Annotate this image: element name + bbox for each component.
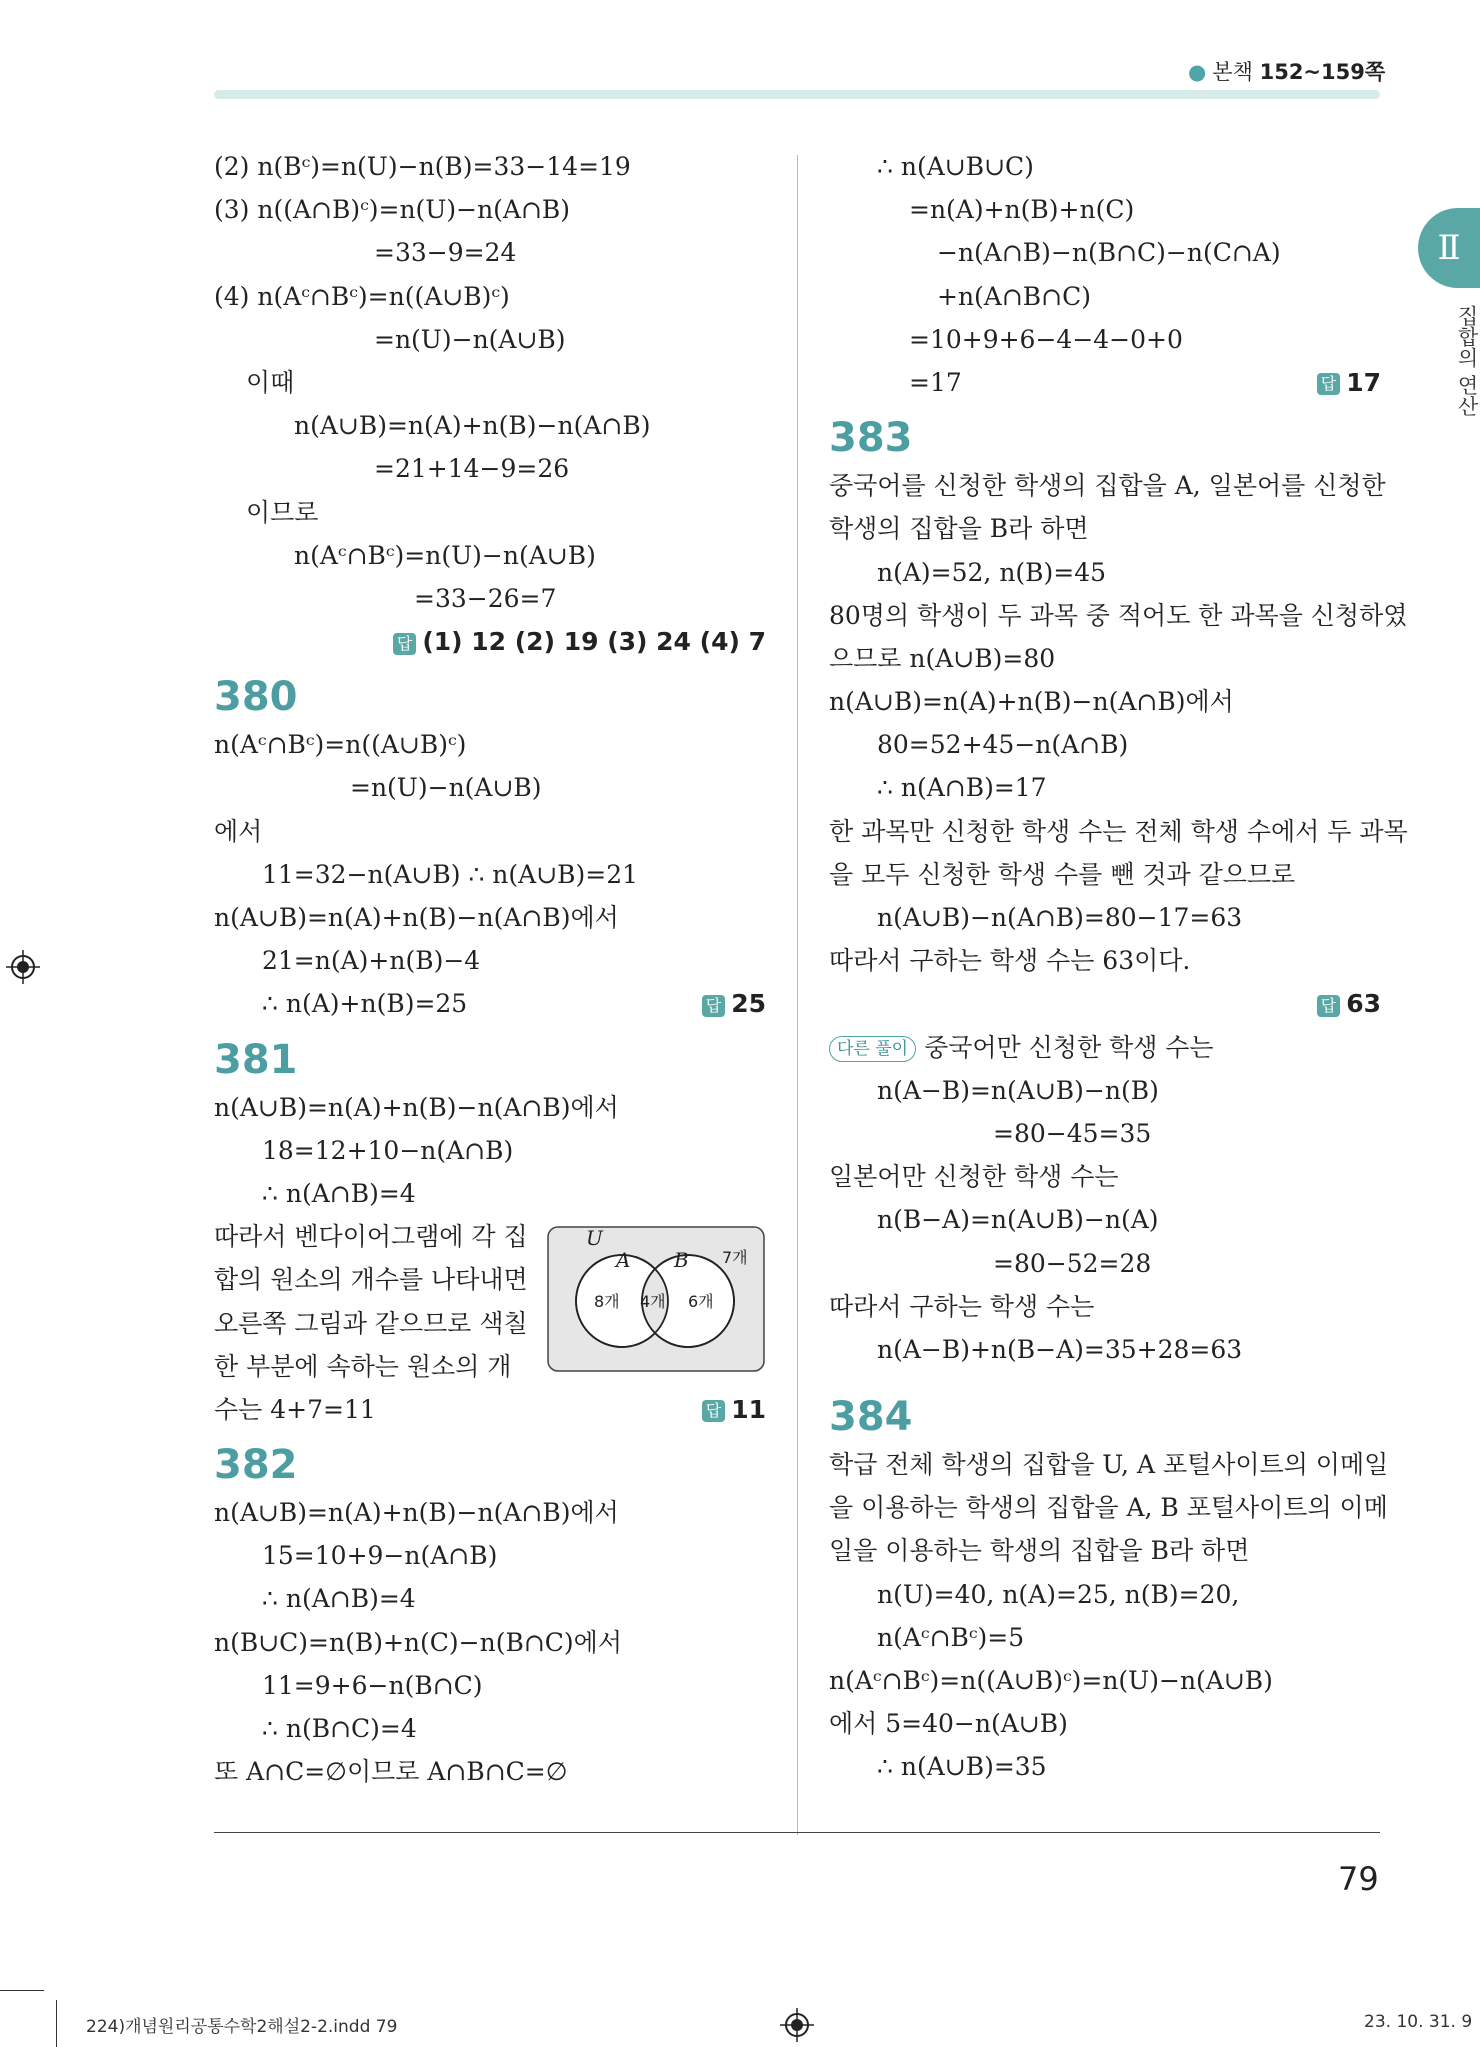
solution-line: 11=9+6−n(B∩C) — [262, 1670, 483, 1700]
solution-line: n(A−B)=n(A∪B)−n(B) — [877, 1075, 1159, 1105]
footer-date: 23. 10. 31. 9 — [1364, 2012, 1473, 2032]
solution-line: 을 모두 신청한 학생 수를 뺀 것과 같으므로 — [829, 859, 1296, 889]
solution-line: (3) n((A∩B)ᶜ)=n(U)−n(A∩B) — [214, 195, 571, 225]
chapter-title: 집합의 연산 — [1455, 305, 1479, 417]
solution-line: 21=n(A)+n(B)−4 — [262, 946, 481, 976]
solution-line: n(U)=40, n(A)=25, n(B)=20, — [877, 1579, 1240, 1609]
answer-badge: 답 — [1317, 995, 1340, 1017]
label-b: B — [674, 1248, 689, 1273]
venn-section — [214, 1215, 766, 1431]
solution-line: n(Aᶜ∩Bᶜ)=n((A∪B)ᶜ)=n(U)−n(A∪B) — [829, 1666, 1273, 1695]
solution-line: 일을 이용하는 학생의 집합을 B라 하면 — [829, 1536, 1250, 1566]
chapter-numeral: Ⅱ — [1437, 228, 1461, 268]
solution-line: n(Aᶜ∩Bᶜ)=5 — [877, 1622, 1025, 1652]
solution-line: 한 부분에 속하는 원소의 개 — [214, 1351, 512, 1381]
solution-text: 중국어만 신청한 학생 수는 — [924, 1032, 1214, 1062]
solution-line: 따라서 구하는 학생 수는 63이다. — [829, 946, 1191, 976]
count-b-only: 6개 — [688, 1292, 714, 1312]
solution-line: n(B∪C)=n(B)+n(C)−n(B∩C)에서 — [214, 1627, 622, 1657]
solution-line: n(A∪B)=n(A)+n(B)−n(A∩B)에서 — [214, 1092, 619, 1122]
solution-text: ∴ n(A)+n(B)=25 — [262, 989, 468, 1019]
solution-line: 중국어를 신청한 학생의 집합을 A, 일본어를 신청한 — [829, 471, 1386, 501]
solution-text: =17 — [909, 367, 962, 397]
answer-badge: 답 — [702, 1400, 725, 1422]
solution-line — [214, 1388, 766, 1431]
solution-line: 15=10+9−n(A∩B) — [262, 1541, 498, 1571]
solution-line: 학생의 집합을 B라 하면 — [829, 514, 1089, 544]
answer-line — [829, 982, 1381, 1025]
solution-line: =80−45=35 — [993, 1118, 1152, 1148]
solution-line: 이때 — [246, 367, 295, 397]
solution-line: 따라서 벤다이어그램에 각 집 — [214, 1222, 528, 1252]
solution-line: (2) n(Bᶜ)=n(U)−n(B)=33−14=19 — [214, 152, 631, 181]
solution-line: ∴ n(B∩C)=4 — [262, 1714, 417, 1743]
count-both: 4개 — [640, 1292, 666, 1312]
solution-line: n(Aᶜ∩Bᶜ)=n((A∪B)ᶜ) — [214, 730, 467, 760]
solution-line: 을 이용하는 학생의 집합을 A, B 포털사이트의 이메 — [829, 1493, 1388, 1523]
answer-badge: 답 — [702, 995, 725, 1017]
solution-line: n(A∪B)=n(A)+n(B)−n(A∩B)에서 — [214, 903, 619, 932]
chapter-tab — [1418, 208, 1480, 288]
solution-line: 이므로 — [246, 497, 319, 527]
solution-line: =10+9+6−4−4−0+0 — [909, 324, 1183, 354]
solution-line: n(B−A)=n(A∪B)−n(A) — [877, 1205, 1159, 1235]
solution-line: =21+14−9=26 — [374, 454, 570, 484]
solution-line: =n(A)+n(B)+n(C) — [909, 195, 1135, 225]
reference-pages: 152~159쪽 — [1259, 60, 1386, 84]
right-column — [829, 145, 1408, 1789]
solution-line: 따라서 구하는 학생 수는 — [829, 1291, 1095, 1321]
page-number: 79 — [1338, 1860, 1379, 1898]
solution-line: n(A∪B)=n(A)+n(B)−n(A∩B)에서 — [214, 1498, 619, 1528]
bottom-rule — [214, 1832, 1380, 1833]
solution-line — [829, 1026, 1381, 1069]
solution-line: 합의 원소의 개수를 나타내면 — [214, 1265, 528, 1295]
solution-line: =n(U)−n(A∪B) — [374, 324, 566, 354]
solution-line: n(Aᶜ∩Bᶜ)=n(U)−n(A∪B) — [294, 540, 596, 570]
left-column — [214, 145, 766, 1793]
problem-number: 381 — [214, 1036, 298, 1083]
problem-number: 380 — [214, 674, 298, 721]
venn-diagram — [546, 1225, 766, 1373]
count-a-only: 8개 — [594, 1292, 620, 1312]
solution-line: ∴ n(A∩B)=17 — [877, 773, 1047, 803]
solution-line: 80명의 학생이 두 과목 중 적어도 한 과목을 신청하였 — [829, 600, 1408, 630]
solution-line: =33−9=24 — [374, 238, 517, 268]
solution-line: 11=32−n(A∪B) ∴ n(A∪B)=21 — [262, 859, 639, 889]
answer-value: (1) 12 (2) 19 (3) 24 (4) 7 — [422, 627, 766, 657]
solution-line: n(A)=52, n(B)=45 — [877, 557, 1107, 587]
solution-line: n(A−B)+n(B−A)=35+28=63 — [877, 1334, 1243, 1364]
crop-mark-horizontal — [0, 1990, 44, 1991]
solution-line: n(A∪B)=n(A)+n(B)−n(A∩B)에서 — [829, 687, 1234, 717]
solution-text: 수는 4+7=11 — [214, 1394, 376, 1424]
solution-line: 또 A∩C=∅이므로 A∩B∩C=∅ — [214, 1757, 568, 1787]
solution-line: n(A∪B)=n(A)+n(B)−n(A∩B) — [294, 411, 651, 441]
solution-line: n(A∪B)−n(A∩B)=80−17=63 — [877, 903, 1243, 932]
solution-line: 으므로 n(A∪B)=80 — [829, 643, 1056, 673]
column-divider — [797, 155, 798, 1835]
solution-line: =n(U)−n(A∪B) — [350, 773, 542, 803]
header-bar — [214, 90, 1380, 99]
solution-line: ∴ n(A∩B)=4 — [262, 1584, 416, 1614]
answer-badge: 답 — [393, 633, 416, 655]
solution-line: 18=12+10−n(A∩B) — [262, 1135, 514, 1165]
crop-mark-vertical — [56, 2000, 57, 2047]
label-u: U — [586, 1226, 603, 1251]
answer-value: 17 — [1346, 367, 1381, 397]
answer-value: 11 — [731, 1394, 766, 1424]
solution-line: −n(A∩B)−n(B∩C)−n(C∩A) — [937, 238, 1281, 268]
solution-line: 학급 전체 학생의 집합을 U, A 포털사이트의 이메일 — [829, 1450, 1389, 1480]
registration-mark-icon — [6, 950, 40, 984]
registration-mark-icon — [780, 2008, 814, 2042]
problem-number: 383 — [829, 415, 913, 462]
solution-line: =33−26=7 — [414, 583, 557, 613]
count-outside: 7개 — [722, 1248, 748, 1268]
solution-line: +n(A∩B∩C) — [937, 281, 1092, 311]
problem-number: 382 — [214, 1442, 298, 1489]
solution-line: 오른쪽 그림과 같으므로 색칠 — [214, 1308, 528, 1338]
venn-svg — [546, 1225, 766, 1373]
solution-line: 한 과목만 신청한 학생 수는 전체 학생 수에서 두 과목 — [829, 816, 1408, 846]
solution-line: 에서 5=40−n(A∪B) — [829, 1709, 1068, 1739]
page-reference — [1188, 56, 1385, 86]
label-a: A — [616, 1248, 631, 1273]
solution-line: (4) n(Aᶜ∩Bᶜ)=n((A∪B)ᶜ) — [214, 281, 510, 311]
solution-line: 에서 — [214, 816, 263, 846]
solution-line: 일본어만 신청한 학생 수는 — [829, 1162, 1119, 1192]
alt-solution-badge: 다른 풀이 — [829, 1036, 916, 1062]
answer-value: 25 — [731, 989, 766, 1019]
answer-badge: 답 — [1317, 373, 1340, 395]
reference-label: 본책 — [1212, 60, 1253, 84]
solution-line: ∴ n(A∩B)=4 — [262, 1178, 416, 1208]
problem-number: 384 — [829, 1394, 913, 1441]
footer-filename: 224)개념원리공통수학2해설2-2.indd 79 — [86, 2017, 398, 2037]
answer-value: 63 — [1346, 989, 1381, 1019]
answer-line — [214, 620, 766, 663]
solution-line: =80−52=28 — [993, 1248, 1152, 1278]
solution-line: ∴ n(A∪B∪C) — [877, 152, 1034, 181]
bullet-dot-icon: ● — [1188, 60, 1207, 84]
solution-line — [214, 982, 766, 1025]
solution-line: ∴ n(A∪B)=35 — [877, 1752, 1047, 1782]
solution-line — [829, 361, 1381, 404]
solution-line: 80=52+45−n(A∩B) — [877, 730, 1129, 760]
